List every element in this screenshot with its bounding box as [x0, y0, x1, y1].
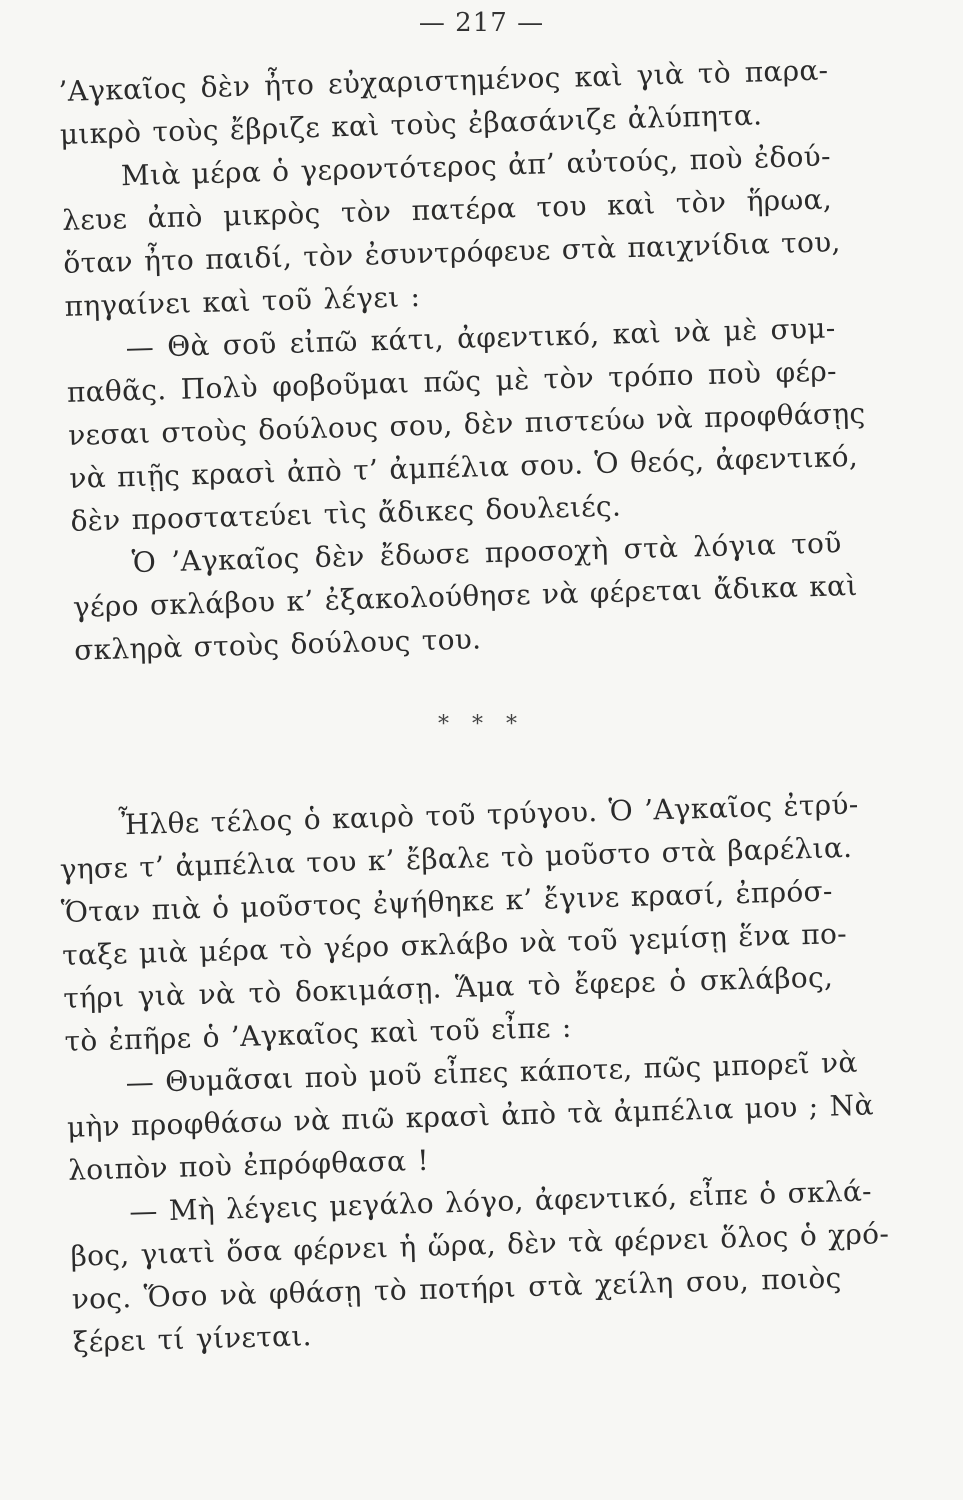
page-number: — 217 — — [418, 8, 545, 38]
dialogue-line: — Μὴ λέγεις μεγάλο λόγο, ἀφεντικό, εἶπε ὁ σκλά- — [128, 1174, 873, 1229]
text-line: λευε ἀπὸ μικρὸς τὸν πατέρα του καὶ τὸν ἥρωα, — [61, 182, 833, 237]
text-line: τὸ ἐπῆρε ὁ ’Αγκαῖος καὶ τοῦ εἶπε : — [64, 1010, 573, 1058]
text-block-2 — [58, 784, 890, 1364]
dialogue-line: — Θυμᾶσαι ποὺ μοῦ εἶπες κάποτε, πῶς μπορεῖ νὰ — [125, 1045, 858, 1100]
text-line: σκληρὰ στοὺς δούλους του. — [73, 622, 482, 667]
text-line: τήρι γιὰ νὰ τὸ δοκιμάσῃ. Ἅμα τὸ ἔφερε ὁ σκλάβος, — [62, 960, 834, 1015]
text-line: βος, γιατὶ ὅσα φέρνει ἡ ὥρα, δὲν τὰ φέρνει ὅλος ὁ χρό- — [70, 1216, 890, 1273]
text-line: Ὅταν πιὰ ὁ μοῦστος ἐψήθηκε κ’ ἔγινε κρασί, ἐπρόσ- — [60, 874, 834, 929]
text-line: ξέρει τί γίνεται. — [72, 1319, 313, 1359]
text-line: παθᾶς. Πολὺ φοβοῦμαι πῶς μὲ τὸν τρόπο ποὺ φέρ- — [66, 354, 838, 409]
text-line: ὅταν ἦτο παιδί, τὸν ἐσυντρόφευε στὰ παιχνίδια του, — [62, 225, 842, 280]
text-line: μικρὸ τοὺς ἔβριζε καὶ τοὺς ἐβασάνιζε ἀλύπητα. — [59, 98, 763, 151]
paragraph-start-line: Ἦλθε τέλος ὁ καιρὸ τοῦ τρύγου. Ὁ ’Αγκαῖος ἐτρύ- — [118, 787, 859, 842]
text-line: νεσαι στοὺς δούλους σου, δὲν πιστεύω νὰ προφθάσῃς — [67, 396, 866, 452]
text-line: γησε τ’ ἀμπέλια του κ’ ἔβαλε τὸ μοῦστο στὰ βαρέλια. — [59, 830, 853, 886]
text-line: λοιπὸν ποὺ ἐπρόφθασα ! — [67, 1143, 430, 1187]
section-separator: * * * — [438, 712, 525, 737]
text-line: νος. Ὅσο νὰ φθάσῃ τὸ ποτήρι στὰ χείλη σου, ποιὸς — [71, 1261, 842, 1316]
paragraph-start-line: Μιὰ μέρα ὁ γεροντότερος ἀπ’ αὐτούς, ποὺ ἐδού- — [120, 139, 832, 193]
text-line: πηγαίνει καὶ τοῦ λέγει : — [64, 279, 421, 323]
text-line: δὲν προστατεύει τὶς ἄδικες δουλειές. — [70, 489, 622, 538]
text-block-1 — [58, 49, 866, 672]
paragraph-start-line: Ὁ ’Αγκαῖος δὲν ἔδωσε προσοχὴ στὰ λόγια τοῦ — [131, 526, 842, 580]
dialogue-line: — Θὰ σοῦ εἰπῶ κάτι, ἀφεντικό, καὶ νὰ μὲ συμ- — [125, 311, 836, 365]
text-line: ’Αγκαῖος δὲν ἦτο εὐχαριστημένος καὶ γιὰ τὸ παρα- — [58, 53, 829, 108]
text-line: νὰ πιῇς κρασὶ ἀπὸ τ’ ἀμπέλια σου. Ὁ θεός, ἀφεντικό, — [68, 439, 859, 495]
text-line: ταξε μιὰ μέρα τὸ γέρο σκλάβο νὰ τοῦ γεμίσῃ ἕνα πο- — [61, 917, 848, 972]
text-line: μὴν προφθάσω νὰ πιῶ κρασὶ ἀπὸ τὰ ἀμπέλια μου ; Νὰ — [66, 1088, 875, 1144]
text-line: γέρο σκλάβου κ’ ἐξακολούθησε νὰ φέρεται ἄδικα καὶ — [72, 568, 858, 624]
